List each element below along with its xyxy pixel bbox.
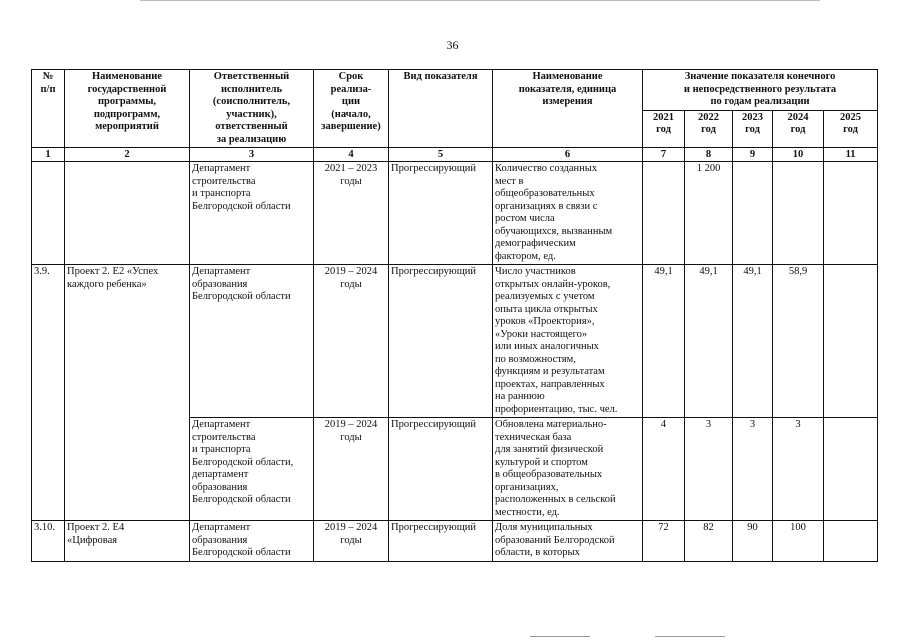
header-year-2021: 2021 год bbox=[643, 110, 685, 148]
row-value-2023: 49,1 bbox=[733, 265, 773, 418]
row-indicator: Количество созданных мест в общеобразовательных организациях в связи с ростом числа обучающихся, вызванным демографическим фактором, ед. bbox=[493, 162, 643, 265]
col-number: 7 bbox=[643, 148, 685, 162]
row-type: Прогрессирующий bbox=[389, 418, 493, 521]
col-number: 5 bbox=[389, 148, 493, 162]
row-type: Прогрессирующий bbox=[389, 521, 493, 562]
row-executor: Департамент строительства и транспорта Белгородской области, департамент образования Белгородской области bbox=[190, 418, 314, 521]
row-value-2023 bbox=[733, 162, 773, 265]
row-value-2022: 82 bbox=[685, 521, 733, 562]
col-number: 2 bbox=[65, 148, 190, 162]
row-value-2024: 3 bbox=[773, 418, 824, 521]
row-value-2024 bbox=[773, 162, 824, 265]
row-value-2022: 3 bbox=[685, 418, 733, 521]
column-numbers-row bbox=[32, 148, 878, 162]
row-value-2024: 100 bbox=[773, 521, 824, 562]
row-indicator: Число участников открытых онлайн-уроков, реализуемых с учетом опыта цикла открытых уроков «Проектория», «Уроки настоящего» или иных аналогичных по возможностям, функциям и результатам проектах, направленных на раннюю профориентацию, тыс. чел. bbox=[493, 265, 643, 418]
row-type: Прогрессирующий bbox=[389, 162, 493, 265]
row-value-2022: 49,1 bbox=[685, 265, 733, 418]
row-term: 2019 – 2024 годы bbox=[314, 265, 389, 418]
row-name: Проект 2. Е4 «Цифровая bbox=[65, 521, 190, 562]
indicators-table bbox=[31, 69, 878, 562]
row-value-2021: 4 bbox=[643, 418, 685, 521]
row-value-2025 bbox=[824, 265, 878, 418]
col-number: 10 bbox=[773, 148, 824, 162]
col-number: 8 bbox=[685, 148, 733, 162]
row-number: 3.9. bbox=[32, 265, 65, 521]
row-value-2023: 3 bbox=[733, 418, 773, 521]
row-type: Прогрессирующий bbox=[389, 265, 493, 418]
row-term: 2019 – 2024 годы bbox=[314, 418, 389, 521]
header-term: Срок реализа- ции (начало, завершение) bbox=[314, 70, 389, 148]
row-executor: Департамент образования Белгородской области bbox=[190, 265, 314, 418]
row-number: 3.10. bbox=[32, 521, 65, 562]
col-number: 4 bbox=[314, 148, 389, 162]
row-value-2021 bbox=[643, 162, 685, 265]
row-value-2021: 49,1 bbox=[643, 265, 685, 418]
col-number: 3 bbox=[190, 148, 314, 162]
scan-mark bbox=[655, 636, 725, 637]
col-number: 9 bbox=[733, 148, 773, 162]
row-indicator: Доля муниципальных образований Белгородской области, в которых bbox=[493, 521, 643, 562]
row-executor: Департамент строительства и транспорта Белгородской области bbox=[190, 162, 314, 265]
page-number: 36 bbox=[446, 38, 459, 52]
row-value-2021: 72 bbox=[643, 521, 685, 562]
top-rule bbox=[140, 0, 820, 1]
header-indicator: Наименование показателя, единица измерения bbox=[493, 70, 643, 148]
row-term: 2021 – 2023 годы bbox=[314, 162, 389, 265]
table-row bbox=[32, 265, 878, 418]
col-number: 6 bbox=[493, 148, 643, 162]
row-number bbox=[32, 162, 65, 265]
table-row bbox=[32, 162, 878, 265]
row-name bbox=[65, 162, 190, 265]
header-executor: Ответственный исполнитель (соисполнитель, участник), ответственный за реализацию bbox=[190, 70, 314, 148]
header-type: Вид показателя bbox=[389, 70, 493, 148]
header-year-2025: 2025 год bbox=[824, 110, 878, 148]
row-value-2025 bbox=[824, 162, 878, 265]
row-value-2022: 1 200 bbox=[685, 162, 733, 265]
table-row bbox=[32, 521, 878, 562]
row-name: Проект 2. Е2 «Успех каждого ребенка» bbox=[65, 265, 190, 521]
col-number: 11 bbox=[824, 148, 878, 162]
header-year-2022: 2022 год bbox=[685, 110, 733, 148]
row-indicator: Обновлена материально- техническая база для занятий физической культурой и спортом в общеобразовательных организациях, расположенных в сельской местности, ед. bbox=[493, 418, 643, 521]
row-value-2024: 58,9 bbox=[773, 265, 824, 418]
row-value-2023: 90 bbox=[733, 521, 773, 562]
header-year-2023: 2023 год bbox=[733, 110, 773, 148]
header-no: № п/п bbox=[32, 70, 65, 148]
col-number: 1 bbox=[32, 148, 65, 162]
scan-mark bbox=[530, 636, 590, 637]
header-values-group: Значение показателя конечного и непосредственного результата по годам реализации bbox=[643, 70, 878, 111]
row-value-2025 bbox=[824, 418, 878, 521]
row-value-2025 bbox=[824, 521, 878, 562]
row-term: 2019 – 2024 годы bbox=[314, 521, 389, 562]
header-year-2024: 2024 год bbox=[773, 110, 824, 148]
header-name: Наименование государственной программы, подпрограмм, мероприятий bbox=[65, 70, 190, 148]
row-executor: Департамент образования Белгородской области bbox=[190, 521, 314, 562]
